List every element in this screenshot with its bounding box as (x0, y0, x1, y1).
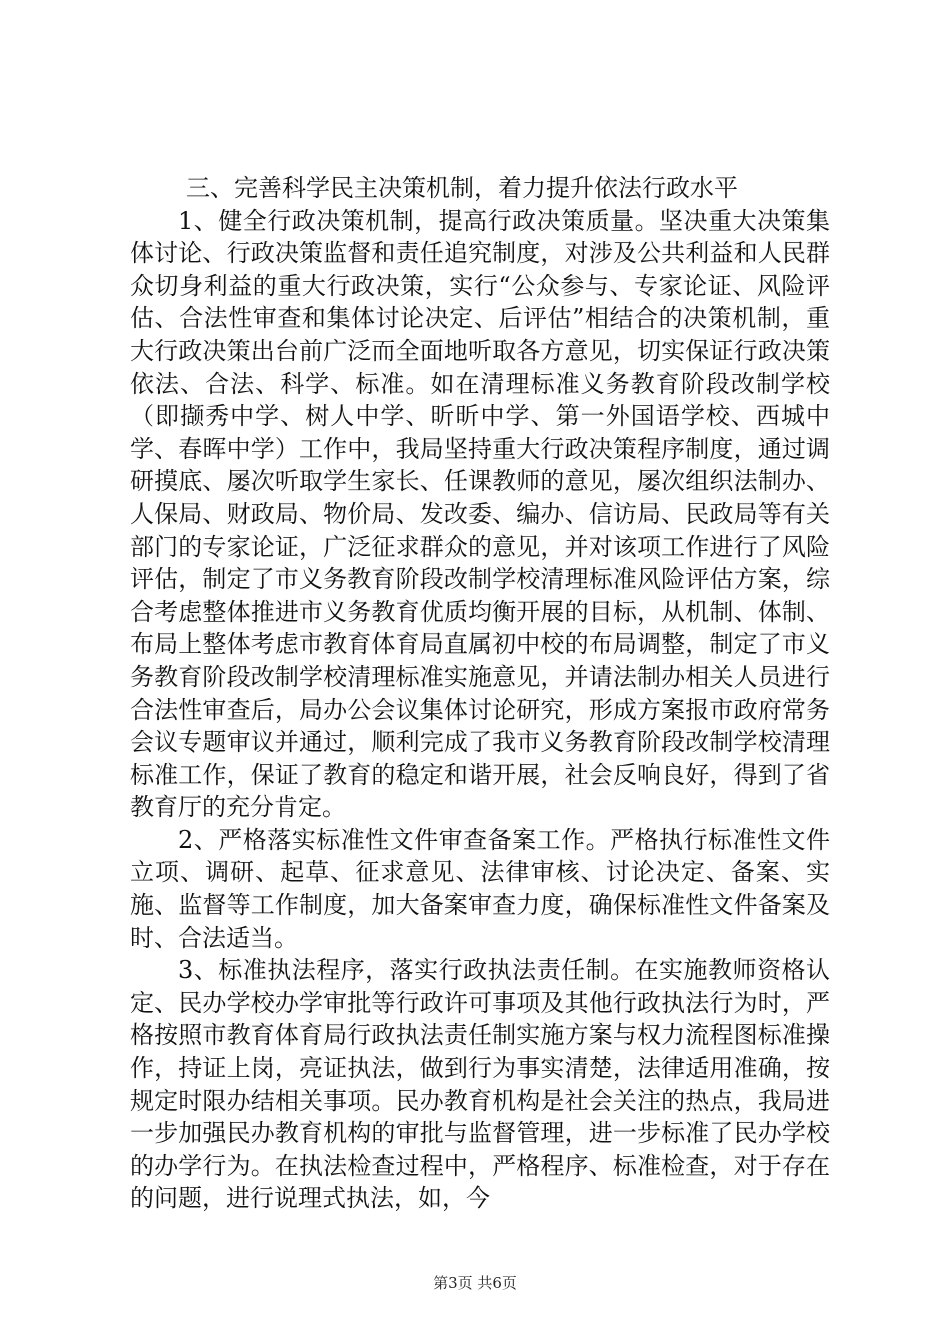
paragraph-1: 1、健全行政决策机制，提高行政决策质量。坚决重大决策集体讨论、行政决策监督和责任追究制度，对涉及公共利益和人民群众切身利益的重大行政决策，实行“公众参与、专家论证、风险评估、合法性审查和集体讨论决定、后评估”相结合的决策机制，重大行政决策出台前广泛而全面地听取各方意见，切实保证行政决策依法、合法、科学、标准。如在清理标准义务教育阶段改制学校（即撷秀中学、树人中学、昕昕中学、第一外国语学校、西城中学、春晖中学）工作中，我局坚持重大行政决策程序制度，通过调研摸底、屡次听取学生家长、任课教师的意见，屡次组织法制办、人保局、财政局、物价局、发改委、编办、信访局、民政局等有关部门的专家论证，广泛征求群众的意见，并对该项工作进行了风险评估，制定了市义务教育阶段改制学校清理标准风险评估方案，综合考虑整体推进市义务教育优质均衡开展的目标，从机制、体制、布局上整体考虑市教育体育局直属初中校的布局调整，制定了市义务教育阶段改制学校清理标准实施意见，并请法制办相关人员进行合法性审查后，局办公会议集体讨论研究，形成方案报市政府常务会议专题审议并通过，顺利完成了我市义务教育阶段改制学校清理标准工作，保证了教育的稳定和谐开展，社会反响良好，得到了省教育厅的充分肯定。 (130, 206, 830, 822)
paragraph-3: 3、标准执法程序，落实行政执法责任制。在实施教师资格认定、民办学校办学审批等行政许可事项及其他行政执法行为时，严格按照市教育体育局行政执法责任制实施方案与权力流程图标准操作，持证上岗，亮证执法，做到行为事实清楚，法律适用准确，按规定时限办结相关事项。民办教育机构是社会关注的热点，我局进一步加强民办教育机构的审批与监督管理，进一步标准了民办学校的办学行为。在执法检查过程中，严格程序、标准检查，对于存在的问题，进行说理式执法，如，今 (130, 956, 830, 1213)
section-heading: 三、完善科学民主决策机制，着力提升依法行政水平 (186, 174, 738, 202)
body-text (130, 172, 830, 1215)
paragraph-2: 2、严格落实标准性文件审查备案工作。严格执行标准性文件立项、调研、起草、征求意见、法律审核、讨论决定、备案、实施、监督等工作制度，加大备案审查力度，确保标准性文件备案及时、合法适当。 (130, 825, 830, 952)
page-footer: 第3页 共6页 (433, 1274, 517, 1292)
